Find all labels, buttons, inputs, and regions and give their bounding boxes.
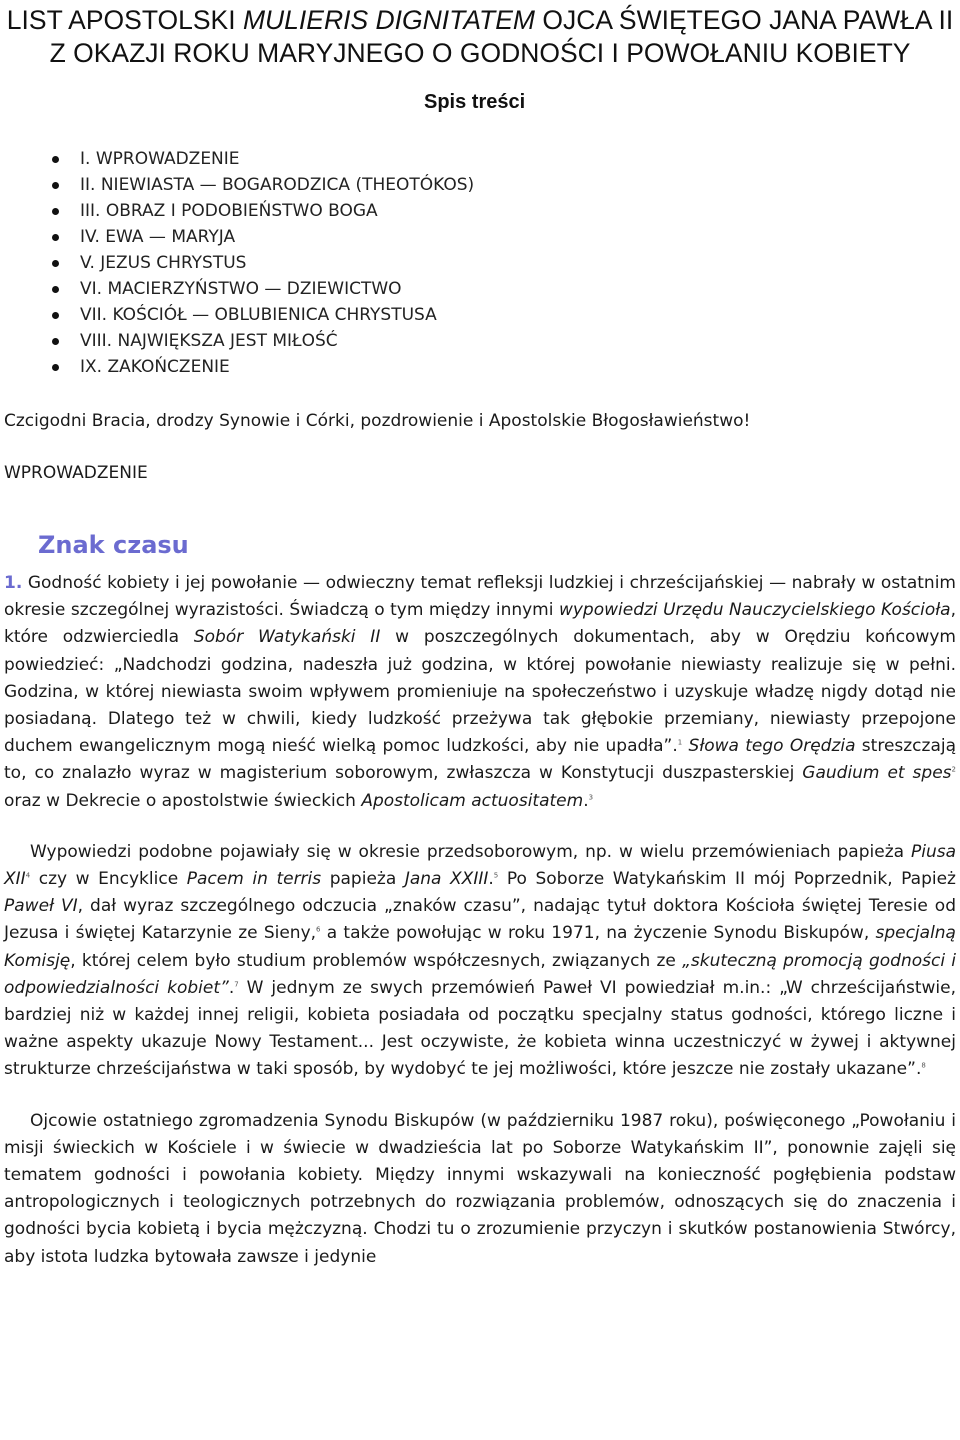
text-run: , dał wyraz szczególnego odczucia „znaków czasu”, nadając tytuł doktora Kościoła świętej Teresie od Jezusa i świętej Katarzynie ze Sieny, xyxy=(4,896,956,944)
italic-run: „skuteczną promocją godności i odpowiedzialności kobiet” xyxy=(4,950,956,998)
toc-item[interactable] xyxy=(52,302,960,328)
text-run: oraz w Dekrecie o apostolstwie świeckich xyxy=(4,790,362,811)
paragraph-2 xyxy=(4,839,956,1084)
toc-link-7[interactable]: VII. KOŚCIÓŁ — OBLUBIENICA CHRYSTUSA xyxy=(80,305,437,325)
text-run: streszczają to, co znalazło wyraz w magisterium soborowym, zwłaszcza w Konstytucji duszpasterskiej xyxy=(4,736,957,784)
footnote-ref[interactable]: 8 xyxy=(921,1061,926,1070)
italic-run: Sobór Watykański II xyxy=(193,627,381,648)
toc-link-9[interactable]: IX. ZAKOŃCZENIE xyxy=(80,357,230,377)
toc-link-3[interactable]: III. OBRAZ I PODOBIEŃSTWO BOGA xyxy=(80,201,378,221)
toc-item[interactable] xyxy=(52,250,960,276)
document-title xyxy=(0,0,960,70)
toc-heading: Spis treści xyxy=(424,91,526,113)
paragraph-3: Ojcowie ostatniego zgromadzenia Synodu Biskupów (w październiku 1987 roku), poświęconego „Powołaniu i misji świeckich w Kościele i w świecie w dwadzieścia lat po Soborze Watykańskim II”, ponownie zajęli się tematem godności i powołania kobiety. Między innymi wskazywali na konieczność pogłębienia podstaw antropologicznych i teologicznych potrzebnych do rozwiązania problemów, odnoszących się do znaczenia i godności bycia kobietą i bycia mężczyzną. Chodzi tu o zrozumienie przyczyn i skutków postanowienia Stwórcy, aby istota ludzka bytowała zawsze i jedynie xyxy=(4,1110,956,1267)
footnote-ref[interactable]: 6 xyxy=(316,925,321,934)
italic-run: Gaudium et spes xyxy=(802,763,952,784)
text-run: . xyxy=(583,790,589,811)
table-of-contents xyxy=(0,146,960,380)
paragraph-number: 1. xyxy=(4,573,23,593)
text-run: w poszczególnych dokumentach, aby w Orędziu końcowym powiedzieć: „Nadchodzi godzina, nadeszła już godzina, w której powołanie niewiasty realizuje się w pełni. Godzina, w której niewiasta swoim wpływem promieniuje na społeczeństwo i uzyskuje władzę nigdy dotąd nie posiadaną. Dlatego też w chwili, kiedy ludzkość przeżywa tak głębokie przemiany, niewiasty przepojone duchem ewangelicznym mogą nieść wielką pomoc ludzkości, aby nie upadła”. xyxy=(4,627,956,757)
text-run: Wypowiedzi podobne pojawiały się w okresie przedsoborowym, np. w wielu przemówieniach papieża xyxy=(30,841,911,862)
toc-item[interactable] xyxy=(52,146,960,172)
text-run: papieża xyxy=(321,869,405,890)
italic-run: Apostolicam actuositatem xyxy=(361,790,584,811)
toc-link-6[interactable]: VI. MACIERZYŃSTWO — DZIEWICTWO xyxy=(80,279,402,299)
italic-run: Pacem in terris xyxy=(186,869,322,890)
text-run: Po Soborze Watykańskim II mój Poprzednik, Papież xyxy=(498,869,956,890)
toc-item[interactable] xyxy=(52,354,960,380)
toc-link-5[interactable]: V. JEZUS CHRYSTUS xyxy=(80,253,247,273)
toc-item[interactable] xyxy=(52,224,960,250)
toc-item[interactable] xyxy=(52,328,960,354)
italic-run: Piusa XII xyxy=(4,841,956,890)
paragraph-1 xyxy=(4,570,956,815)
toc-item[interactable] xyxy=(52,276,960,302)
title-part-1: LIST APOSTOLSKI xyxy=(6,5,243,35)
toc-link-2[interactable]: II. NIEWIASTA — BOGARODZICA (THEOTÓKOS) xyxy=(80,175,475,195)
text-run: czy w Encyklice xyxy=(30,869,187,890)
footnote-ref[interactable]: 2 xyxy=(951,765,956,774)
toc-item[interactable] xyxy=(52,172,960,198)
text-run: Godność kobiety i jej powołanie — odwieczny temat refleksji ludzkiej i chrześcijańskiej — nabrały w ostatnim okresie szczególnej wyrazistości. Świadczą o tym między innymi xyxy=(4,573,956,621)
toc-link-8[interactable]: VIII. NAJWIĘKSZA JEST MIŁOŚĆ xyxy=(80,331,338,351)
text-run: . xyxy=(488,869,494,890)
italic-run: Słowa tego Orędzia xyxy=(688,736,856,757)
italic-run: wypowiedzi Urzędu Nauczycielskiego Kościoła xyxy=(558,600,951,621)
italic-run: Jana XXIII xyxy=(404,869,489,890)
greeting: Czcigodni Bracia, drodzy Synowie i Córki, pozdrowienie i Apostolskie Błogosławieństwo! xyxy=(4,411,751,431)
title-part-2: OJCA ŚWIĘTEGO JANA PAWŁA II Z OKAZJI ROKU MARYJNEGO O GODNOŚCI I POWOŁANIU KOBIETY xyxy=(49,5,954,68)
text-run: W jednym ze swych przemówień Paweł VI powiedział m.in.: „W chrześcijaństwie, bardziej niż w każdej innej religii, kobieta posiadała od początku specjalny status godności, którego liczne i ważne aspekty ukazuje Nowy Testament... Jest oczywiste, że kobieta winna uczestniczyć w żywej i aktywnej strukturze chrześcijaństwa w taki sposób, by wydobyć te jej możliwości, które jeszcze nie zostały ukazane”. xyxy=(4,977,956,1080)
text-run: . xyxy=(228,977,235,998)
italic-run: specjalną Komisję xyxy=(4,923,956,971)
toc-link-4[interactable]: IV. EWA — MARYJA xyxy=(80,227,236,247)
section-heading: WPROWADZENIE xyxy=(4,463,148,483)
footnote-ref[interactable]: 5 xyxy=(493,871,499,880)
toc-item[interactable] xyxy=(52,198,960,224)
italic-run: Paweł VI xyxy=(4,896,78,917)
subheading-znak-czasu: Znak czasu xyxy=(38,531,189,559)
footnote-ref[interactable]: 4 xyxy=(25,871,31,880)
footnote-ref[interactable]: 7 xyxy=(234,980,239,989)
footnote-ref[interactable]: 1 xyxy=(677,738,683,747)
footnote-ref[interactable]: 3 xyxy=(588,792,594,801)
title-italic: MULIERIS DIGNITATEM xyxy=(242,5,535,35)
text-run: , której celem było studium problemów współczesnych, związanych ze xyxy=(70,950,683,971)
text-run: , które odzwierciedla xyxy=(4,600,956,648)
text-run: a także powołując w roku 1971, na życzenie Synodu Biskupów, xyxy=(320,923,876,944)
toc-link-1[interactable]: I. WPROWADZENIE xyxy=(80,149,240,169)
